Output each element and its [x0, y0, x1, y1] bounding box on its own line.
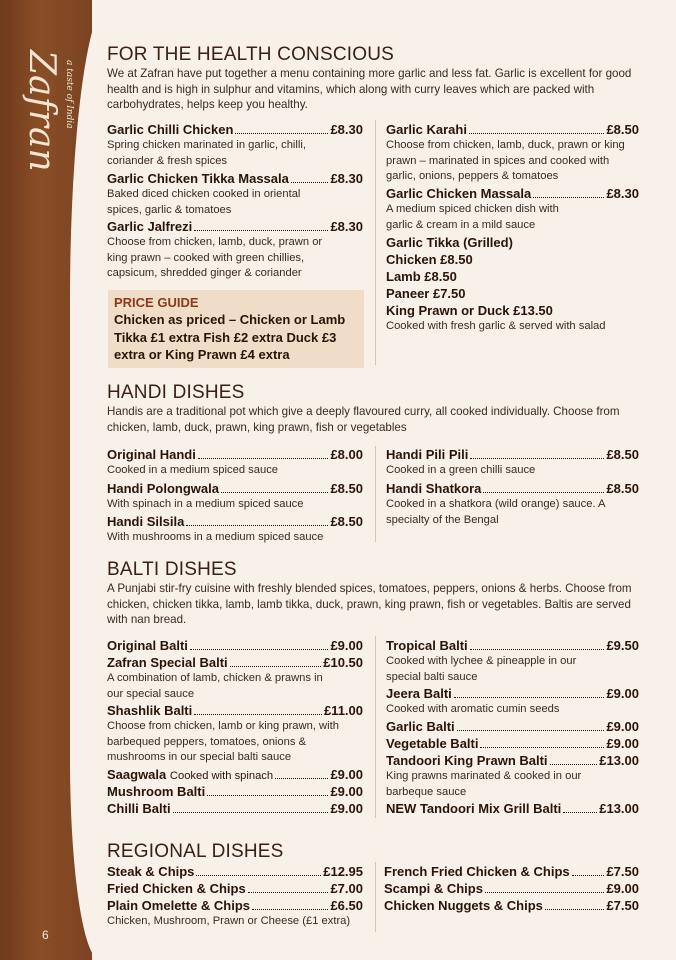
menu-item [386, 481, 639, 528]
dot-leader [248, 892, 329, 893]
dot-leader [457, 730, 605, 731]
item-desc: Chicken, Mushroom, Prawn or Cheese (£1 extra) [107, 915, 351, 927]
item-desc: Cooked with aromatic cumin seeds [386, 703, 560, 715]
dot-leader [572, 875, 605, 876]
item-price: £9.00 [606, 881, 639, 896]
dot-leader [252, 909, 328, 910]
item-desc: Choose from chicken, lamb, duck, prawn or king prawn – marinated in spices and cooked with garlic, onions, peppers & tomatoes [386, 139, 625, 182]
item-price: £12.95 [323, 864, 363, 879]
dot-leader [550, 764, 598, 765]
dot-leader [221, 492, 328, 493]
brand-tagline: a taste of India [64, 60, 74, 129]
dot-leader [480, 747, 604, 748]
menu-item [384, 898, 639, 914]
item-price: £9.00 [330, 784, 363, 799]
dot-leader [173, 812, 329, 813]
item-price: £11.00 [323, 703, 363, 718]
dot-leader [469, 133, 605, 134]
dot-leader [235, 133, 328, 134]
item-name: Garlic Karahi [386, 122, 467, 137]
menu-item [386, 638, 639, 685]
item-price: £8.30 [330, 171, 363, 186]
dot-leader [533, 197, 604, 198]
item-name: NEW Tandoori Mix Grill Balti [386, 801, 562, 816]
item-inline-desc: Cooked with spinach [169, 770, 274, 782]
item-name: Jeera Balti [386, 686, 452, 701]
menu-item [386, 122, 639, 185]
item-desc: Baked diced chicken cooked in oriental spices, garlic & tomatoes [107, 188, 301, 216]
item-price: £8.50 [606, 447, 639, 462]
menu-item [107, 514, 363, 546]
item-name: Steak & Chips [107, 864, 195, 879]
item-desc: Cooked in a shatkora (wild orange) sauce. A specialty of the Bengal [386, 498, 605, 526]
item-price: £8.50 [606, 481, 639, 496]
item-desc: With mushrooms in a medium spiced sauce [107, 531, 324, 543]
menu-item [386, 753, 639, 800]
item-name: Chicken Nuggets & Chips [384, 898, 543, 913]
item-name: Fried Chicken & Chips [107, 881, 246, 896]
item-price: £9.00 [606, 736, 639, 751]
item-price: £8.30 [330, 219, 363, 234]
dot-leader [207, 795, 328, 796]
dot-leader [454, 697, 605, 698]
tikka-block [386, 234, 639, 335]
dot-leader [545, 909, 605, 910]
item-desc: Choose from chicken, lamb or king prawn, with barbequed peppers, tomatoes, onions & mushrooms in our special balti sauce [107, 720, 339, 763]
item-name: Garlic Chicken Massala [386, 186, 532, 201]
item-desc: Cooked in a green chilli sauce [386, 464, 536, 476]
item-desc: A medium spiced chicken dish with garlic & cream in a mild sauce [386, 203, 559, 231]
item-name: Mushroom Balti [107, 784, 206, 799]
item-name: Handi Shatkora [386, 481, 482, 496]
menu-item [107, 219, 363, 282]
dot-leader [470, 458, 604, 459]
tikka-line: Chicken £8.50 [386, 252, 473, 267]
page-number: 6 [42, 928, 49, 942]
item-name: Tropical Balti [386, 638, 468, 653]
column-divider [375, 636, 376, 818]
dot-leader [470, 649, 605, 650]
item-price: £7.00 [330, 881, 363, 896]
tikka-title: Garlic Tikka (Grilled) [386, 235, 513, 250]
menu-item [107, 655, 363, 702]
item-price: £9.00 [330, 638, 363, 653]
menu-item [107, 638, 363, 654]
dot-leader [230, 666, 322, 667]
item-price: £7.50 [606, 898, 639, 913]
item-name: French Fried Chicken & Chips [384, 864, 570, 879]
item-name: Vegetable Balti [386, 736, 479, 751]
price-guide-title: PRICE GUIDE [114, 295, 199, 310]
menu-item [386, 447, 639, 479]
dot-leader [563, 812, 597, 813]
menu-item [384, 864, 639, 880]
item-name: Scampi & Chips [384, 881, 483, 896]
price-guide-box [108, 290, 364, 368]
item-price: £8.50 [330, 481, 363, 496]
item-desc: A combination of lamb, chicken & prawns in our special sauce [107, 672, 323, 700]
menu-item [107, 447, 363, 479]
item-price: £9.50 [606, 638, 639, 653]
dot-leader [194, 714, 322, 715]
item-name: Garlic Chicken Tikka Massala [107, 171, 289, 186]
column-divider [375, 862, 376, 932]
price-guide-text: Chicken as priced – Chicken or Lamb Tikka £1 extra Fish £2 extra Duck £3 extra or King Prawn £4 extra [114, 312, 346, 362]
item-desc: With spinach in a medium spiced sauce [107, 498, 304, 510]
item-name: Handi Pili Pili [386, 447, 469, 462]
dot-leader [483, 492, 604, 493]
brand-name: Zafran [21, 50, 62, 172]
item-price: £6.50 [330, 898, 363, 913]
dot-leader [186, 525, 328, 526]
item-price: £10.50 [323, 655, 363, 670]
item-price: £9.00 [330, 801, 363, 816]
column-divider [375, 120, 376, 365]
menu-item [107, 864, 363, 880]
item-name: Garlic Chilli Chicken [107, 122, 234, 137]
menu-item [107, 122, 363, 169]
item-desc: Cooked with lychee & pineapple in our special balti sauce [386, 655, 577, 683]
item-name: Garlic Balti [386, 719, 455, 734]
dot-leader [485, 892, 604, 893]
brand-logo [18, 40, 74, 280]
menu-item [386, 686, 639, 718]
menu-item [107, 881, 363, 897]
item-price: £13.00 [599, 753, 639, 768]
item-name: Saagwala [107, 767, 167, 782]
item-desc: King prawns marinated & cooked in our barbeque sauce [386, 770, 582, 798]
section-title-handi: HANDI DISHES [107, 382, 245, 403]
item-price: £8.00 [330, 447, 363, 462]
item-price: £8.30 [330, 122, 363, 137]
menu-item [107, 481, 363, 513]
item-name: Chilli Balti [107, 801, 171, 816]
item-name: Shashlik Balti [107, 703, 193, 718]
item-price: £9.00 [606, 719, 639, 734]
dot-leader [275, 778, 328, 779]
item-price: £9.00 [330, 767, 363, 782]
menu-item [386, 736, 639, 752]
item-name: Handi Polongwala [107, 481, 219, 496]
column-divider [375, 446, 376, 542]
menu-item [107, 784, 363, 800]
section-title-health: FOR THE HEALTH CONSCIOUS [107, 44, 395, 65]
section-intro-handi: Handis are a traditional pot which give a deeply flavoured curry, all cooked individually. Choose from chicken, lamb, duck, prawn, king prawn, fish or vegetables [107, 405, 620, 434]
item-price: £9.00 [606, 686, 639, 701]
item-desc: Cooked in a medium spiced sauce [107, 464, 279, 476]
item-price: £7.50 [606, 864, 639, 879]
tikka-line: King Prawn or Duck £13.50 [386, 303, 553, 318]
item-name: Garlic Jalfrezi [107, 219, 193, 234]
item-price: £8.50 [330, 514, 363, 529]
dot-leader [291, 182, 329, 183]
menu-item [107, 767, 363, 784]
item-name: Original Balti [107, 638, 188, 653]
item-price: £13.00 [599, 801, 639, 816]
section-title-balti: BALTI DISHES [107, 559, 237, 580]
item-name: Plain Omelette & Chips [107, 898, 251, 913]
menu-item [107, 801, 363, 817]
tikka-desc: Cooked with fresh garlic & served with salad [386, 320, 606, 332]
section-intro-balti: A Punjabi stir-fry cuisine with freshly blended spices, tomatoes, peppers, onions & herbs. Choose from chicken, chicken tikka, lamb, lamb tikka, duck, prawn, king prawn, fish or vegetables. Baltis are served with nan bread. [107, 582, 632, 626]
item-name: Zafran Special Balti [107, 655, 228, 670]
menu-item [107, 703, 363, 766]
dot-leader [190, 649, 329, 650]
tikka-line: Lamb £8.50 [386, 269, 457, 284]
item-desc: Spring chicken marinated in garlic, chilli, coriander & fresh spices [107, 139, 306, 167]
menu-item [107, 171, 363, 218]
menu-item [386, 186, 639, 233]
dot-leader [196, 875, 321, 876]
dot-leader [194, 230, 328, 231]
item-name: Handi Silsila [107, 514, 185, 529]
section-intro-health: We at Zafran have put together a menu containing more garlic and less fat. Garlic is excellent for good health and is high in sulphur and vitamins, which along with curry leaves which are packed with carbohydrates, helps keep you healthy. [107, 67, 632, 111]
dot-leader [198, 458, 329, 459]
item-name: Tandoori King Prawn Balti [386, 753, 548, 768]
menu-item [386, 801, 639, 817]
item-desc: Choose from chicken, lamb, duck, prawn or king prawn – cooked with green chillies, capsicum, shredded ginger & coriander [107, 236, 323, 279]
menu-item [107, 898, 363, 930]
tikka-line: Paneer £7.50 [386, 286, 466, 301]
menu-item [384, 881, 639, 897]
section-title-regional: REGIONAL DISHES [107, 841, 284, 862]
item-price: £8.30 [606, 186, 639, 201]
item-price: £8.50 [606, 122, 639, 137]
menu-item [386, 719, 639, 735]
item-name: Original Handi [107, 447, 196, 462]
